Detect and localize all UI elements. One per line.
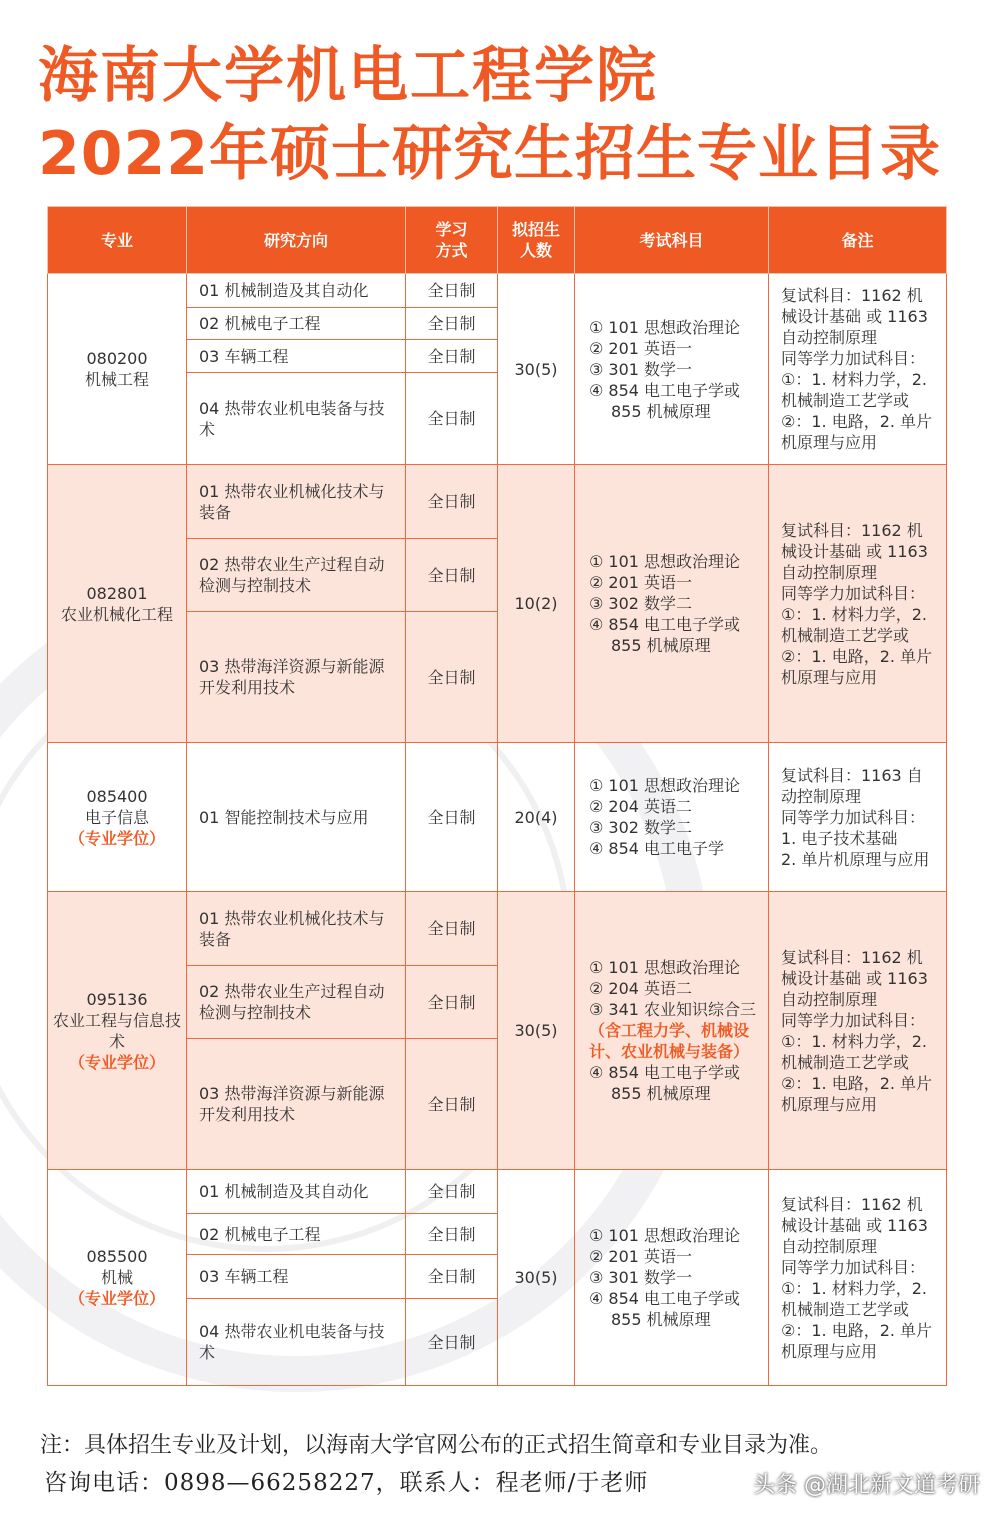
research-direction: 01 机械制造及其自动化 <box>187 274 406 308</box>
exam-subject-line: 855 机械原理 <box>611 636 711 655</box>
exam-subject-line: ② 201 英语一 <box>589 338 693 358</box>
research-direction: 02 热带农业生产过程自动检测与控制技术 <box>187 966 406 1039</box>
exam-subject-line: ③ 301 数学一 <box>589 1268 693 1287</box>
remark-line: 同等学力加试科目： <box>781 349 926 368</box>
table-body <box>48 274 947 1386</box>
exam-subject-line: ③ 301 数学一 <box>589 359 693 379</box>
table-row <box>48 743 947 892</box>
page-title-line2: 2022年硕士研究生招生专业目录 <box>38 119 941 189</box>
exam-subject-line: 855 机械原理 <box>611 401 711 421</box>
remarks <box>769 892 947 1170</box>
major-code: 085400 <box>86 786 148 806</box>
header-note: 备注 <box>769 207 947 274</box>
exam-subjects <box>575 274 769 465</box>
research-direction: 04 热带农业机电装备与技术 <box>187 1299 406 1386</box>
remark-line: 复试科目：1162 机械设计基础 或 1163 自动控制原理 <box>781 520 928 582</box>
page-title-line1: 海南大学机电工程学院 <box>38 41 658 111</box>
major-cell <box>48 743 187 892</box>
research-direction: 01 热带农业机械化技术与装备 <box>187 465 406 539</box>
research-direction: 03 车辆工程 <box>187 1255 406 1299</box>
remark-line: ①：1. 材料力学，2. 机械制造工艺学或 <box>781 604 927 645</box>
remarks <box>769 465 947 743</box>
catalog-table <box>47 206 947 1386</box>
remark-line: 复试科目：1162 机械设计基础 或 1163 自动控制原理 <box>781 1194 928 1256</box>
research-direction: 04 热带农业机电装备与技术 <box>187 373 406 465</box>
contact-info: 咨询电话：0898—66258227，联系人：程老师/于老师 <box>44 1470 649 1496</box>
exam-subjects <box>575 743 769 892</box>
exam-subject-line: ④ 854 电工电子学或 <box>589 1289 741 1308</box>
remark-line: ①：1. 材料力学，2. 机械制造工艺学或 <box>781 370 927 410</box>
planned-enrollment: 30(5) <box>498 274 575 465</box>
planned-enrollment: 30(5) <box>498 892 575 1170</box>
exam-subject-line: ③ 302 数学二 <box>589 818 693 837</box>
study-mode: 全日制 <box>406 465 498 539</box>
study-mode: 全日制 <box>406 1299 498 1386</box>
research-direction: 02 机械电子工程 <box>187 308 406 340</box>
degree-type: （专业学位） <box>68 828 165 848</box>
exam-subject-line: ④ 854 电工电子学或 <box>589 615 741 634</box>
header-exam: 考试科目 <box>575 207 769 274</box>
major-name: 农业工程与信息技术 <box>52 1010 181 1051</box>
research-direction: 02 机械电子工程 <box>187 1214 406 1255</box>
exam-subject-line: ③ 341 农业知识综合三 <box>589 1000 757 1019</box>
table-row <box>48 892 947 966</box>
exam-subject-line: ③ 302 数学二 <box>589 594 693 613</box>
research-direction: 03 热带海洋资源与新能源开发利用技术 <box>187 612 406 743</box>
remark-line: ②：1. 电路，2. 单片机原理与应用 <box>781 1073 933 1114</box>
major-cell <box>48 274 187 465</box>
exam-subject-line: ② 201 英语一 <box>589 1247 693 1266</box>
major-code: 080200 <box>86 349 148 368</box>
study-mode: 全日制 <box>406 1170 498 1214</box>
major-code: 085500 <box>86 1247 148 1266</box>
study-mode: 全日制 <box>406 308 498 340</box>
exam-subject-line: ② 204 英语二 <box>589 797 693 816</box>
remark-line: 复试科目：1163 自动控制原理 <box>781 765 923 806</box>
planned-enrollment: 30(5) <box>498 1170 575 1386</box>
study-mode: 全日制 <box>406 539 498 612</box>
remark-line: ②：1. 电路，2. 单片机原理与应用 <box>781 646 933 687</box>
header-plan: 拟招生人数 <box>498 207 575 274</box>
exam-subject-line: ① 101 思想政治理论 <box>589 317 741 337</box>
research-direction: 02 热带农业生产过程自动检测与控制技术 <box>187 539 406 612</box>
exam-subject-line: ④ 854 电工电子学或 <box>589 380 741 400</box>
degree-type: （专业学位） <box>68 1052 165 1072</box>
exam-subject-line: 855 机械原理 <box>611 1084 711 1103</box>
table-row <box>48 274 947 308</box>
exam-subject-line: ② 204 英语二 <box>589 979 693 998</box>
major-code: 095136 <box>86 989 148 1009</box>
study-mode: 全日制 <box>406 274 498 308</box>
exam-subject-line: ① 101 思想政治理论 <box>589 552 741 571</box>
remark-line: 同等学力加试科目： <box>781 807 926 827</box>
major-cell <box>48 465 187 743</box>
remarks <box>769 1170 947 1386</box>
planned-enrollment: 20(4) <box>498 743 575 892</box>
table-header-row <box>48 207 947 274</box>
exam-subject-line: ④ 854 电工电子学 <box>589 839 725 858</box>
remarks <box>769 274 947 465</box>
exam-subject-line: 855 机械原理 <box>611 1310 711 1329</box>
major-name: 机械工程 <box>84 370 149 389</box>
remark-line: ①：1. 材料力学，2. 机械制造工艺学或 <box>781 1031 927 1072</box>
major-code: 082801 <box>86 583 148 603</box>
watermark: 头条 @湖北新文道考研 <box>753 1473 980 1498</box>
research-direction: 01 机械制造及其自动化 <box>187 1170 406 1214</box>
catalog-table-wrapper <box>47 206 946 1386</box>
exam-subjects <box>575 1170 769 1386</box>
research-direction: 01 热带农业机械化技术与装备 <box>187 892 406 966</box>
remark-line: ①：1. 材料力学，2. 机械制造工艺学或 <box>781 1278 927 1319</box>
exam-subjects <box>575 465 769 743</box>
research-direction: 01 智能控制技术与应用 <box>187 743 406 892</box>
exam-subjects <box>575 892 769 1170</box>
remark-line: 复试科目：1162 机械设计基础 或 1163 自动控制原理 <box>781 947 928 1009</box>
study-mode: 全日制 <box>406 743 498 892</box>
remark-line: 1. 电子技术基础 <box>781 828 898 848</box>
major-name: 机械 <box>100 1268 133 1287</box>
study-mode: 全日制 <box>406 966 498 1039</box>
remark-line: ②：1. 电路，2. 单片机原理与应用 <box>781 1320 933 1361</box>
research-direction: 03 车辆工程 <box>187 340 406 373</box>
table-row <box>48 465 947 539</box>
planned-enrollment: 10(2) <box>498 465 575 743</box>
research-direction: 03 热带海洋资源与新能源开发利用技术 <box>187 1039 406 1170</box>
major-cell <box>48 892 187 1170</box>
study-mode: 全日制 <box>406 612 498 743</box>
remarks <box>769 743 947 892</box>
header-mode: 学习方式 <box>406 207 498 274</box>
remark-line: 复试科目：1162 机械设计基础 或 1163 自动控制原理 <box>781 286 928 347</box>
study-mode: 全日制 <box>406 1214 498 1255</box>
exam-subject-line: ① 101 思想政治理论 <box>589 958 741 977</box>
exam-subject-note: （含工程力学、机械设计、农业机械与装备） <box>589 1021 750 1061</box>
remark-line: 同等学力加试科目： <box>781 1257 926 1277</box>
exam-subject-line: ① 101 思想政治理论 <box>589 1226 741 1245</box>
header-direction: 研究方向 <box>187 207 406 274</box>
remark-line: 同等学力加试科目： <box>781 1010 926 1030</box>
degree-type: （专业学位） <box>68 1289 165 1308</box>
exam-subject-line: ① 101 思想政治理论 <box>589 776 741 795</box>
study-mode: 全日制 <box>406 373 498 465</box>
remark-line: 2. 单片机原理与应用 <box>781 849 930 869</box>
exam-subject-line: ② 201 英语一 <box>589 573 693 592</box>
study-mode: 全日制 <box>406 1255 498 1299</box>
header-major: 专业 <box>48 207 187 274</box>
study-mode: 全日制 <box>406 1039 498 1170</box>
exam-subject-line: ④ 854 电工电子学或 <box>589 1063 741 1082</box>
table-row <box>48 1170 947 1214</box>
major-cell <box>48 1170 187 1386</box>
major-name: 农业机械化工程 <box>60 604 173 624</box>
study-mode: 全日制 <box>406 340 498 373</box>
study-mode: 全日制 <box>406 892 498 966</box>
major-name: 电子信息 <box>84 807 149 827</box>
remark-line: ②：1. 电路，2. 单片机原理与应用 <box>781 412 933 452</box>
footnote: 注：具体招生专业及计划，以海南大学官网公布的正式招生简章和专业目录为准。 <box>40 1433 833 1458</box>
remark-line: 同等学力加试科目： <box>781 583 926 603</box>
